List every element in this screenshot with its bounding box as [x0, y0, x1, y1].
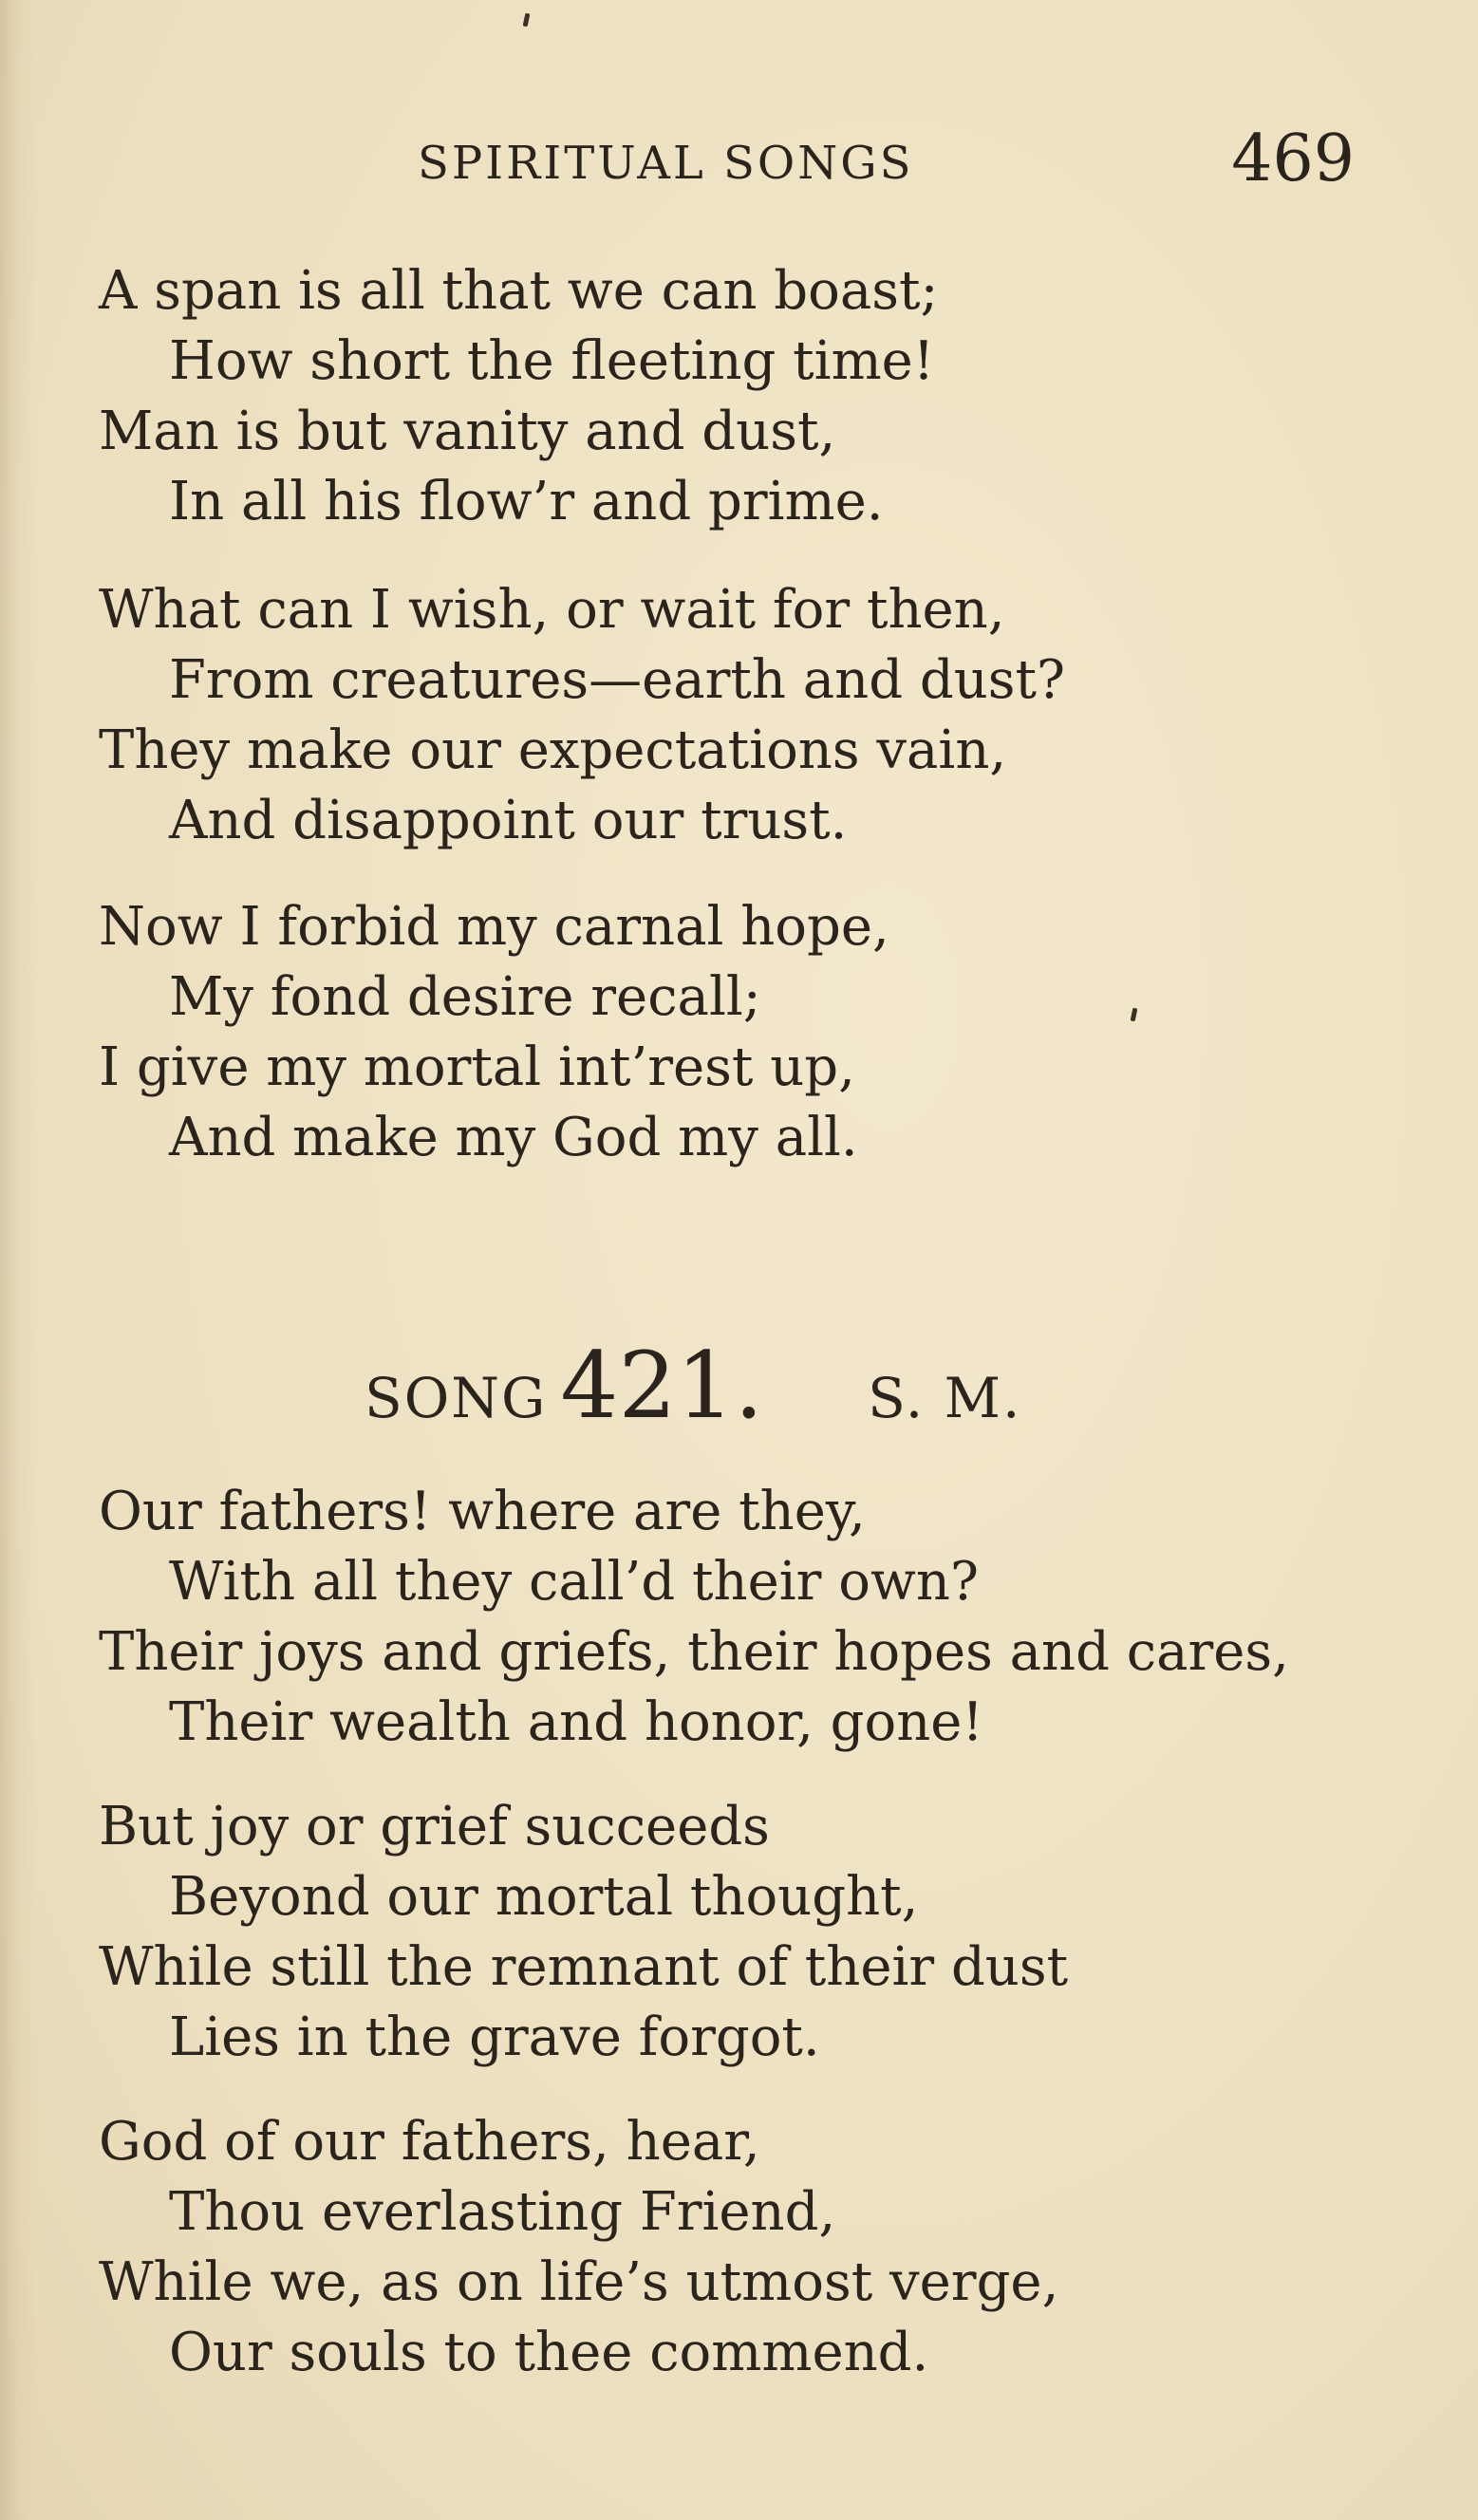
verse-line: Their joys and griefs, their hopes and cares, [99, 1621, 1289, 1683]
song-number: 421. [560, 1333, 764, 1439]
verse-line: What can I wish, or wait for then, [99, 579, 1005, 641]
verse-line: Our fathers! where are they, [99, 1481, 866, 1542]
verse-line: Man is but vanity and dust, [99, 401, 836, 462]
verse-line: Lies in the grave forgot. [169, 2007, 820, 2068]
verse-line: Beyond our mortal thought, [169, 1866, 919, 1928]
ink-mark [523, 13, 531, 28]
ink-mark [1131, 1008, 1138, 1022]
verse-line: Thou everlasting Friend, [169, 2181, 836, 2243]
verse-line: A span is all that we can boast; [99, 260, 939, 322]
verse-line: I give my mortal int’rest up, [99, 1036, 855, 1098]
verse-line: And disappoint our trust. [169, 790, 848, 851]
verse-line: But joy or grief succeeds [99, 1796, 770, 1857]
stanza [99, 256, 938, 537]
verse-line: While we, as on life’s utmost verge, [99, 2251, 1059, 2313]
verse-line: In all his flow’r and prime. [169, 471, 884, 532]
verse-line: And make my God my all. [169, 1107, 858, 1168]
stanza [99, 892, 889, 1173]
verse-line: Our souls to thee commend. [169, 2322, 929, 2383]
verse-line: How short the fleeting time! [169, 330, 935, 392]
verse-line: While still the remnant of their dust [99, 1936, 1069, 1998]
song-heading [365, 1333, 1022, 1460]
verse-line: My fond desire recall; [169, 966, 761, 1028]
verse-line: They make our expectations vain, [99, 719, 1007, 781]
song-meter: S. M. [868, 1366, 1022, 1430]
running-title: SPIRITUAL SONGS [418, 137, 914, 190]
verse-line: God of our fathers, hear, [99, 2111, 760, 2173]
stanza [99, 2107, 1058, 2388]
verse-line: From creatures—earth and dust? [169, 649, 1066, 711]
verse-line: Now I forbid my carnal hope, [99, 896, 889, 958]
stanza [99, 575, 1065, 856]
page-number: 469 [1231, 121, 1355, 196]
verse-line: Their wealth and honor, gone! [169, 1691, 983, 1753]
song-label: SONG [365, 1366, 548, 1430]
verse-line: With all they call’d their own? [169, 1551, 979, 1613]
stanza [99, 1792, 1068, 2073]
stanza [99, 1477, 1289, 1758]
